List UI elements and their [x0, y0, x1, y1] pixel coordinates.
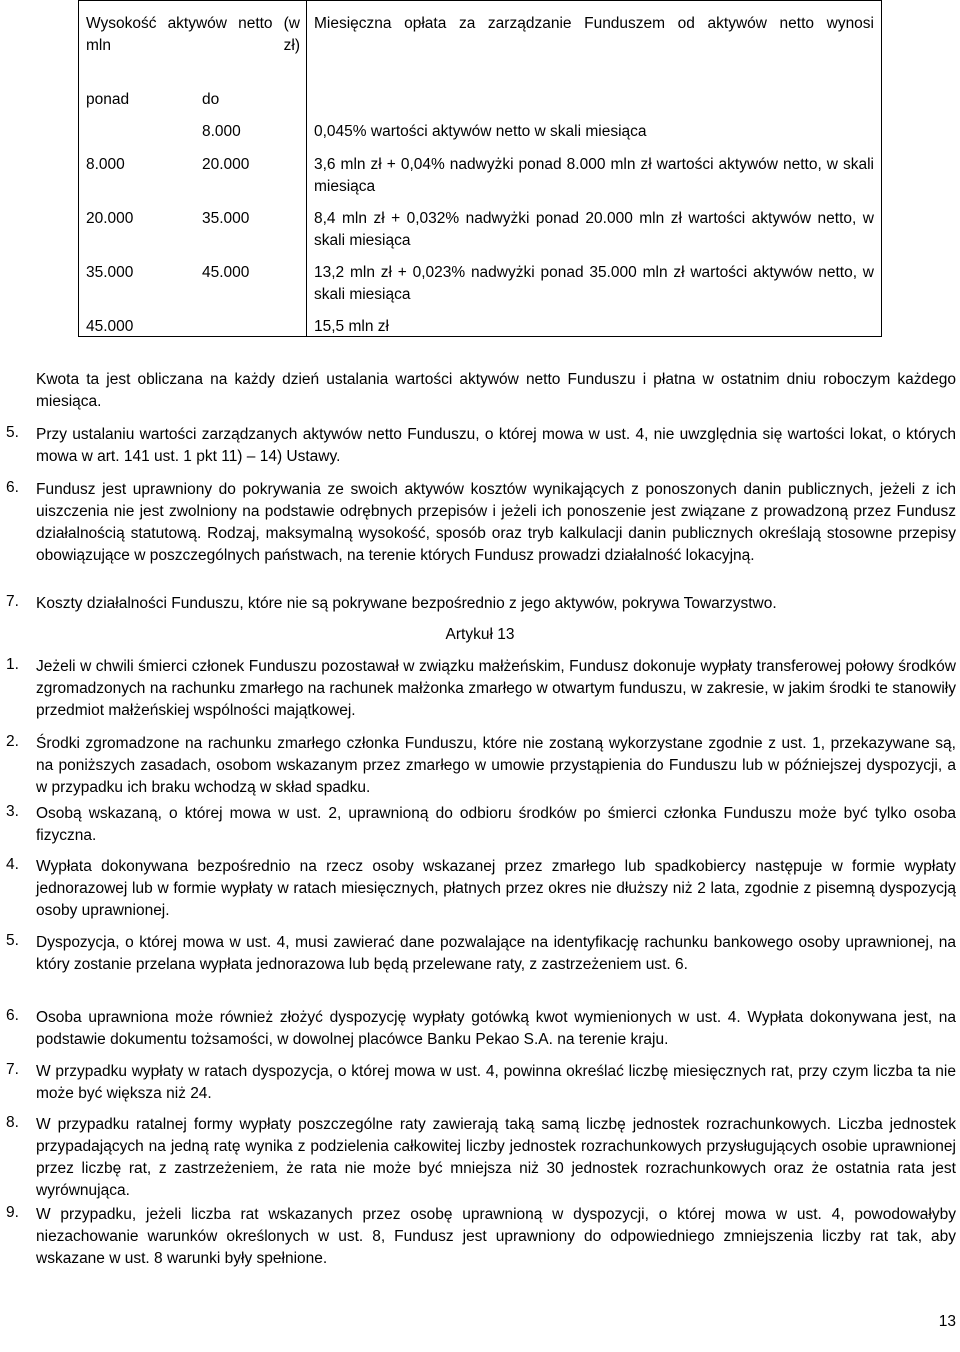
row-2-from: 8.000 [86, 156, 125, 173]
item-text: Dyspozycja, o której mowa w ust. 4, musi zawierać dane pozwalające na identyfikację rachunku bankowego osoby uprawnionej, na który zostanie przelana wypłata jednorazowa lub będą przelewane raty, z zastrzeżeniem ust. 6. [36, 934, 956, 973]
column-from-label: ponad [86, 91, 130, 108]
points-section-a [6, 424, 956, 468]
list-item [6, 656, 956, 722]
item-text: Osobą wskazaną, o której mowa w ust. 2, uprawnioną do odbioru środków po śmierci członka Funduszu może być tylko osoba fizyczna. [36, 805, 956, 844]
fee-table-range-column [79, 1, 307, 337]
row-4-to: 45.000 [202, 264, 250, 281]
item-text: Środki zgromadzone na rachunku zmarłego członka Funduszu, które nie zostaną wykorzystane zgodnie z ust. 1, przekazywane są, na poniższych zasadach, osobom wskazanym przez zmarłego w umowie przystąpienia do Funduszu lub w późniejszej dyspozycji, a w przypadku ich braku wchodzą w skład spadku. [36, 735, 956, 796]
list-item [6, 1204, 956, 1270]
article-title: Artykuł 13 [445, 626, 515, 643]
page-number: 13 [938, 1313, 956, 1330]
item-number: 6. [6, 1007, 19, 1024]
article-point-4 [6, 856, 956, 922]
article-point-7 [6, 1061, 956, 1105]
row-1-to: 8.000 [202, 123, 241, 140]
fee-table-rate-column [307, 1, 882, 337]
row-4-rate: 13,2 mln zł + 0,023% nadwyżki ponad 35.000 mln zł wartości aktywów netto, w skali miesiąca [314, 264, 874, 303]
item-number: 2. [6, 733, 19, 750]
item-text: W przypadku ratalnej formy wypłaty poszczególne raty zawierają taką samą liczbę jednostek rozrachunkowych. Liczba jednostek przypadających na jedną ratę wynika z podzielenia całkowitej liczby jednostek rozrachunkowych przysługujących osobie uprawnionej przez liczbę rat, z zastrzeżeniem, że rata nie może być mniejsza niż 30 jednostek rozrachunkowych oraz że ostatnia rata jest wyrównująca. [36, 1116, 956, 1199]
column-to-label: do [202, 91, 220, 108]
item-text: Osoba uprawniona może również złożyć dyspozycję wypłaty gotówką kwot wymienionych w ust. 4. Wypłata dokonywana jest, na podstawie dokumentu tożsamości, w dowolnej placówce Banku Pekao S.A. na terenie kraju. [36, 1009, 956, 1048]
row-2-to: 20.000 [202, 156, 250, 173]
item-text: Wypłata dokonywana bezpośrednio na rzecz osoby wskazanej przez zmarłego lub spadkobiercy następuje w formie wypłaty jednorazowej lub w formie wypłaty w ratach miesięcznych, płatnych przez okres nie dłuższy niż 2 lata, zgodnie z pisemną dyspozycją osoby uprawnionej. [36, 858, 956, 919]
article-point-9 [6, 1204, 956, 1270]
article-heading [0, 624, 960, 646]
points-section-a-7 [6, 593, 956, 615]
article-point-8 [6, 1114, 956, 1202]
item-number: 5. [6, 424, 19, 441]
list-item [6, 1114, 956, 1202]
item-number: 7. [6, 593, 19, 610]
row-3-to: 35.000 [202, 210, 250, 227]
fee-table [78, 0, 882, 337]
item-text: Jeżeli w chwili śmierci członek Funduszu pozostawał w związku małżeńskim, Fundusz dokonuje wypłaty transferowej połowy środków zgromadzonych na rachunku zmarłego na rachunek małżonka zmarłego w otwartym funduszu, w zakresie, w jakim środki te stanowiły przedmiot małżeńskiej wspólności majątkowej. [36, 658, 956, 719]
item-number: 5. [6, 932, 19, 949]
item-number: 1. [6, 656, 19, 673]
row-5-from: 45.000 [86, 318, 134, 335]
article-point-1 [6, 656, 956, 722]
item-number: 3. [6, 803, 19, 820]
row-1-rate: 0,045% wartości aktywów netto w skali miesiąca [314, 123, 647, 140]
list-item [6, 803, 956, 847]
item-text: Fundusz jest uprawniony do pokrywania ze swoich aktywów kosztów wynikających z ponoszonych danin publicznych, jeżeli z ich uiszczenia nie jest zwolniony na podstawie odrębnych przepisów i jeżeli ich ponoszenie jest związane z prowadzoną przez Fundusz działalnością statutową. Rodzaj, maksymalną wysokość, sposób oraz tryb kalkulacji danin publicznych określają stosowne przepisy obowiązujące w poszczególnych państwach, na terenie których Fundusz prowadzi działalność lokacyjną. [36, 481, 956, 564]
item-text: Przy ustalaniu wartości zarządzanych aktywów netto Funduszu, o której mowa w ust. 4, nie uwzględnia się wartości lokat, o których mowa w art. 141 ust. 1 pkt 11) – 14) Ustawy. [36, 426, 956, 465]
row-4-from: 35.000 [86, 264, 134, 281]
points-section-a-6 [6, 479, 956, 567]
list-item [6, 479, 956, 567]
row-2-rate: 3,6 mln zł + 0,04% nadwyżki ponad 8.000 mln zł wartości aktywów netto, w skali miesiąca [314, 156, 874, 195]
list-item [6, 733, 956, 799]
row-3-from: 20.000 [86, 210, 134, 227]
list-item [6, 932, 956, 976]
item-text: Koszty działalności Funduszu, które nie są pokrywane bezpośrednio z jego aktywów, pokrywa Towarzystwo. [36, 595, 777, 612]
article-point-3 [6, 803, 956, 847]
list-item [6, 1007, 956, 1051]
item-number: 4. [6, 856, 19, 873]
header-fee: Miesięczna opłata za zarządzanie Funduszem od aktywów netto wynosi [314, 15, 874, 32]
item-number: 8. [6, 1114, 19, 1131]
row-5-rate: 15,5 mln zł [314, 318, 389, 335]
list-item [6, 1061, 956, 1105]
item-text: W przypadku, jeżeli liczba rat wskazanych przez osobę uprawnioną w dyspozycji, o której mowa w ust. 4, powodowałyby niezachowanie warunków określonych w ust. 8, Fundusz jest uprawniony do odpowiedniego zmniejszenia liczby rat tak, aby wskazane w ust. 8 warunki były spełnione. [36, 1206, 956, 1267]
item-text: W przypadku wypłaty w ratach dyspozycja, o której mowa w ust. 4, powinna określać liczbę miesięcznych rat, przy czym liczba ta nie może być większa niż 24. [36, 1063, 956, 1102]
list-item [6, 593, 956, 615]
list-item [6, 424, 956, 468]
header-assets: Wysokość aktywów netto (w mln zł) [86, 15, 300, 54]
item-number: 9. [6, 1204, 19, 1221]
article-point-5 [6, 932, 956, 976]
article-point-6 [6, 1007, 956, 1051]
row-3-rate: 8,4 mln zł + 0,032% nadwyżki ponad 20.000 mln zł wartości aktywów netto, w skali miesiąca [314, 210, 874, 249]
list-item [6, 856, 956, 922]
article-point-2 [6, 733, 956, 799]
item-number: 6. [6, 479, 19, 496]
item-number: 7. [6, 1061, 19, 1078]
fee-note: Kwota ta jest obliczana na każdy dzień ustalania wartości aktywów netto Funduszu i płatna w ostatnim dniu roboczym każdego miesiąca. [36, 371, 956, 410]
